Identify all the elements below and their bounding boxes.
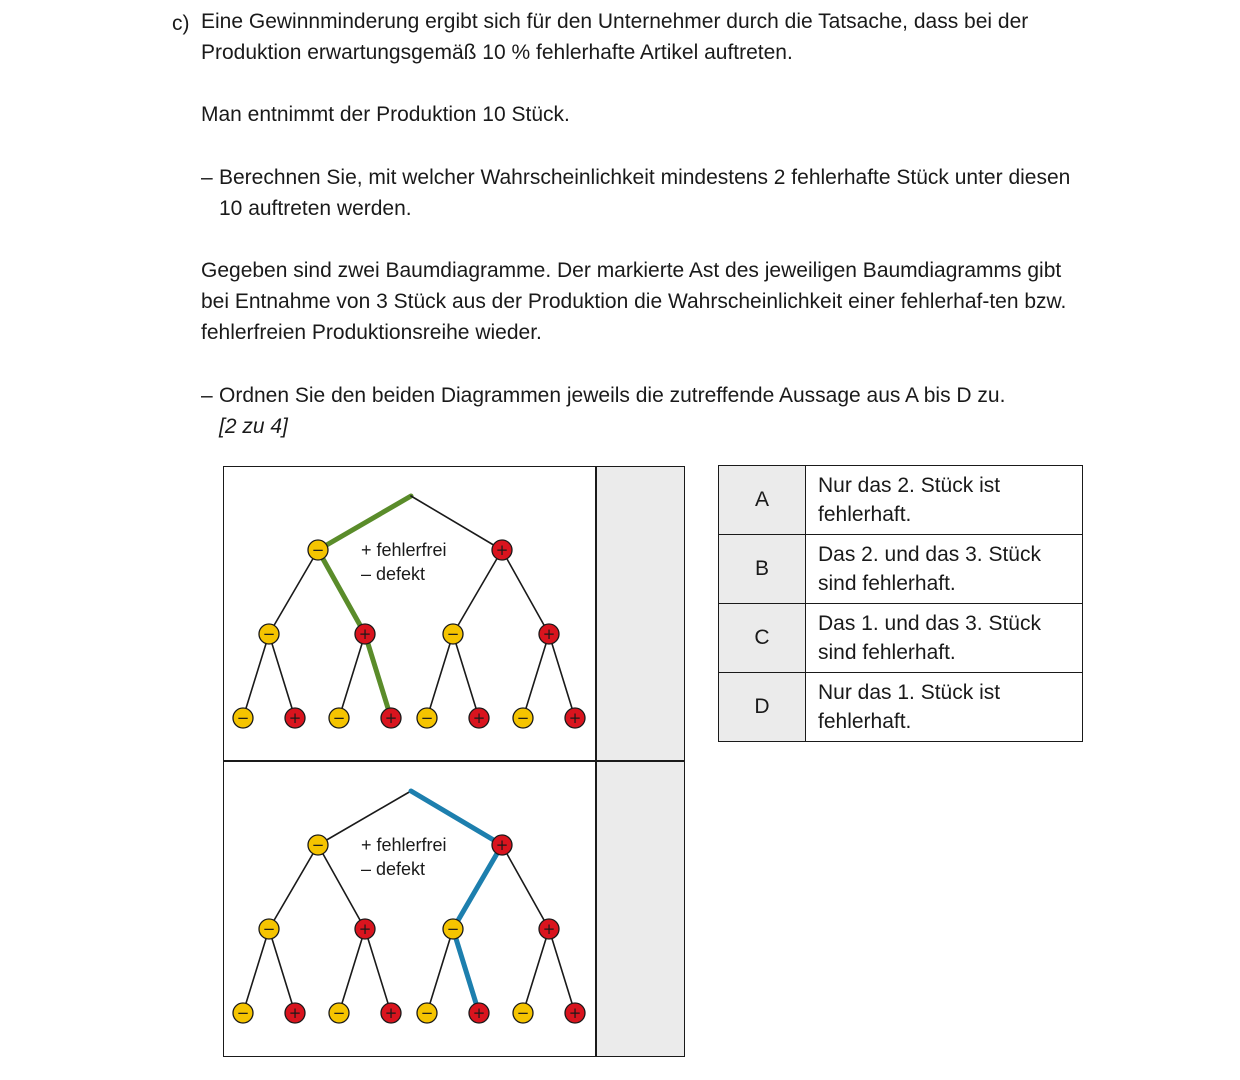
- legend-minus: – defekt: [361, 859, 426, 879]
- option-text: Nur das 1. Stück ist fehlerhaft.: [806, 673, 1083, 742]
- option-row-d: [719, 673, 1083, 742]
- option-text: Das 1. und das 3. Stück sind fehlerhaft.: [806, 604, 1083, 673]
- column-divider: [595, 466, 597, 1057]
- plus-sign: +: [384, 709, 398, 727]
- minus-node: [513, 708, 533, 728]
- task-intro: Eine Gewinnminderung ergibt sich für den Unternehmer durch die Tatsache, dass bei der Produktion erwartungsgemäß 10 % fehlerhafte Artikel auftreten.: [201, 10, 1029, 64]
- task-label: c): [172, 12, 190, 35]
- sample-statement: Man entnimmt der Produktion 10 Stück.: [201, 103, 570, 126]
- minus-sign: −: [446, 625, 460, 643]
- minus-sign: −: [311, 541, 325, 559]
- minus-sign: −: [262, 920, 276, 938]
- points-note: [2 zu 4]: [219, 415, 288, 438]
- tree-branch: [269, 929, 295, 1013]
- tree-branch: [549, 929, 575, 1013]
- tree-branch: [269, 845, 318, 929]
- tree-diagram-2: [223, 761, 596, 1056]
- highlighted-branch: [318, 550, 365, 634]
- minus-node: [513, 1003, 533, 1023]
- minus-node: [417, 1003, 437, 1023]
- plus-sign: +: [288, 1004, 302, 1022]
- tree-1-legend: [361, 538, 447, 586]
- plus-sign: +: [495, 541, 509, 559]
- legend-plus: + fehlerfrei: [361, 835, 447, 855]
- plus-node: [539, 624, 559, 644]
- plus-node: [492, 835, 512, 855]
- plus-node: [285, 1003, 305, 1023]
- minus-node: [443, 919, 463, 939]
- bullet-dash: –: [201, 166, 213, 189]
- tree-branch: [523, 634, 549, 718]
- option-letter: A: [719, 466, 806, 535]
- plus-node: [381, 708, 401, 728]
- options-table: [718, 465, 1083, 742]
- tree-branch: [502, 845, 549, 929]
- minus-sign: −: [236, 709, 250, 727]
- minus-sign: −: [420, 1004, 434, 1022]
- plus-node: [565, 1003, 585, 1023]
- tree-2-svg: [223, 761, 596, 1056]
- minus-node: [308, 540, 328, 560]
- plus-sign: +: [542, 920, 556, 938]
- option-row-a: [719, 466, 1083, 535]
- minus-node: [329, 1003, 349, 1023]
- option-row-c: [719, 604, 1083, 673]
- given-trees-text: Gegeben sind zwei Baumdiagramme. Der markierte Ast des jeweiligen Baumdiagramms gibt bei Entnahme von 3 Stück aus der Produktion die Wahrscheinlichkeit einer fehlerhaf-ten bzw. fehlerfreien Produktionsreihe wieder.: [201, 259, 1067, 344]
- tree-branch: [453, 634, 479, 718]
- minus-node: [417, 708, 437, 728]
- option-text: Das 2. und das 3. Stück sind fehlerhaft.: [806, 535, 1083, 604]
- plus-node: [381, 1003, 401, 1023]
- tree-branch: [339, 929, 365, 1013]
- plus-node: [355, 919, 375, 939]
- plus-sign: +: [358, 920, 372, 938]
- minus-node: [259, 624, 279, 644]
- plus-sign: +: [568, 709, 582, 727]
- tree-branch: [339, 634, 365, 718]
- minus-sign: −: [516, 709, 530, 727]
- tree-branch: [243, 634, 269, 718]
- tree-branch: [549, 634, 575, 718]
- plus-sign: +: [495, 836, 509, 854]
- minus-node: [443, 624, 463, 644]
- minus-node: [308, 835, 328, 855]
- highlighted-branch: [453, 845, 502, 929]
- plus-node: [469, 708, 489, 728]
- tree-branch: [318, 845, 365, 929]
- bullet-assign-text: Ordnen Sie den beiden Diagrammen jeweils die zutreffende Aussage aus A bis D zu.: [219, 384, 1006, 407]
- tree-branch: [243, 929, 269, 1013]
- option-letter: B: [719, 535, 806, 604]
- tree-branch: [523, 929, 549, 1013]
- option-text: Nur das 2. Stück ist fehlerhaft.: [806, 466, 1083, 535]
- tree-branch: [453, 550, 502, 634]
- tree-branch: [269, 634, 295, 718]
- answer-cell-2[interactable]: [596, 761, 685, 1056]
- minus-sign: −: [420, 709, 434, 727]
- minus-node: [233, 708, 253, 728]
- minus-sign: −: [446, 920, 460, 938]
- bullet-assign: [201, 380, 1099, 442]
- option-letter: C: [719, 604, 806, 673]
- plus-node: [492, 540, 512, 560]
- plus-sign: +: [384, 1004, 398, 1022]
- plus-node: [565, 708, 585, 728]
- highlighted-branch: [365, 634, 391, 718]
- tree-branch: [427, 929, 453, 1013]
- minus-node: [259, 919, 279, 939]
- plus-node: [469, 1003, 489, 1023]
- plus-node: [539, 919, 559, 939]
- bullet-calculate-text: Berechnen Sie, mit welcher Wahrscheinlichkeit mindestens 2 fehlerhafte Stück unter diesen 10 auftreten werden.: [219, 166, 1071, 220]
- tree-branch: [502, 550, 549, 634]
- tree-branch: [365, 929, 391, 1013]
- plus-sign: +: [472, 1004, 486, 1022]
- plus-sign: +: [542, 625, 556, 643]
- minus-sign: −: [516, 1004, 530, 1022]
- option-row-b: [719, 535, 1083, 604]
- option-letter: D: [719, 673, 806, 742]
- answer-cell-1[interactable]: [596, 466, 685, 761]
- plus-sign: +: [568, 1004, 582, 1022]
- highlighted-branch: [453, 929, 479, 1013]
- bullet-dash: –: [201, 384, 213, 407]
- row-divider: [223, 760, 685, 762]
- tree-branch: [269, 550, 318, 634]
- plus-sign: +: [472, 709, 486, 727]
- legend-minus: – defekt: [361, 564, 426, 584]
- minus-sign: −: [332, 1004, 346, 1022]
- plus-sign: +: [288, 709, 302, 727]
- tree-diagram-1: [223, 466, 596, 761]
- minus-sign: −: [262, 625, 276, 643]
- legend-plus: + fehlerfrei: [361, 540, 447, 560]
- plus-node: [355, 624, 375, 644]
- minus-node: [233, 1003, 253, 1023]
- plus-sign: +: [358, 625, 372, 643]
- tree-2-legend: [361, 833, 447, 881]
- tree-1-svg: [223, 466, 596, 761]
- minus-sign: −: [236, 1004, 250, 1022]
- minus-sign: −: [332, 709, 346, 727]
- tree-branch: [427, 634, 453, 718]
- plus-node: [285, 708, 305, 728]
- minus-node: [329, 708, 349, 728]
- bullet-calculate: [201, 162, 1099, 224]
- minus-sign: −: [311, 836, 325, 854]
- tree-diagrams-box: [223, 466, 685, 1057]
